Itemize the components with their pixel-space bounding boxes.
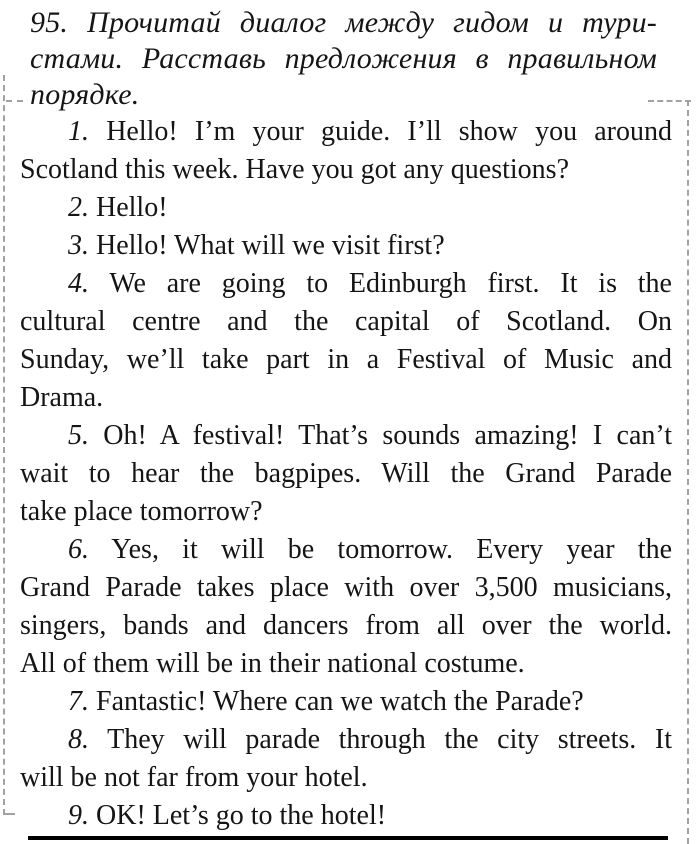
dialogue-line: [20, 797, 672, 835]
item-number: 2.: [68, 192, 89, 223]
item-number: 1.: [68, 116, 89, 147]
dialogue-line: [20, 417, 672, 455]
dialogue-line: Drama.: [20, 382, 104, 413]
dialogue-item: [20, 265, 672, 417]
dialogue-line: [20, 265, 672, 303]
item-number: 7.: [68, 686, 89, 717]
dialogue-line: singers, bands and dancers from all over the world.: [20, 610, 672, 641]
dialogue-line: [20, 189, 672, 227]
dialogue-line: take place tomorrow?: [20, 496, 263, 527]
dashed-border-top-right: [648, 100, 691, 102]
item-number: 8.: [68, 724, 89, 755]
dialogue-line: wait to hear the bagpipes. Will the Grand Parade: [20, 458, 672, 489]
item-text: Oh! A festival! That’s sounds amazing! I can’t: [103, 420, 672, 451]
dialogue-line: [20, 721, 672, 759]
dashed-border-left: [3, 75, 5, 815]
item-text: Fantastic! Where can we watch the Parade?: [96, 686, 584, 717]
dialogue-line: Sunday, we’ll take part in a Festival of Music and: [20, 344, 672, 375]
dialogue-item: [20, 531, 672, 683]
dialogue-item: [20, 721, 672, 797]
item-text: They will parade through the city streets. It: [107, 724, 672, 755]
item-number: 5.: [68, 420, 89, 451]
item-text: Hello! I’m your guide. I’ll show you around: [106, 116, 672, 147]
dialogue-line: will be not far from your hotel.: [20, 762, 368, 793]
item-number: 6.: [68, 534, 89, 565]
dashed-border-right: [687, 100, 689, 844]
dialogue: [20, 113, 672, 835]
instruction-line: порядке.: [30, 78, 140, 111]
dashed-border-bottom-left-foot: [3, 813, 15, 815]
dialogue-item: [20, 417, 672, 531]
dialogue-line: [20, 531, 672, 569]
dialogue-line: All of them will be in their national costume.: [20, 648, 525, 679]
item-text: Yes, it will be tomorrow. Every year the: [111, 534, 672, 565]
page-bottom-rule: [28, 836, 668, 840]
instruction-line: стами. Расставь предложения в правильном: [30, 42, 657, 75]
dashed-border-top-left-stub: [6, 100, 23, 102]
dialogue-line: [20, 113, 672, 151]
dialogue-line: cultural centre and the capital of Scotland. On: [20, 306, 672, 337]
item-number: 3.: [68, 230, 89, 261]
dialogue-line: [20, 227, 672, 265]
item-text: We are going to Edinburgh first. It is the: [109, 268, 672, 299]
item-text: Hello! What will we visit first?: [96, 230, 445, 261]
dialogue-line: Grand Parade takes place with over 3,500 musicians,: [20, 572, 672, 603]
dialogue-item: [20, 797, 672, 835]
dialogue-item: [20, 227, 672, 265]
dialogue-item: [20, 113, 672, 189]
item-text: Hello!: [96, 192, 168, 223]
dialogue-item: [20, 683, 672, 721]
dialogue-line: Scotland this week. Have you got any questions?: [20, 154, 570, 185]
item-number: 9.: [68, 800, 89, 831]
dialogue-item: [20, 189, 672, 227]
instruction-line: 95. Прочитай диалог между гидом и тури-: [30, 6, 657, 39]
item-text: OK! Let’s go to the hotel!: [96, 800, 387, 831]
dialogue-line: [20, 683, 672, 721]
exercise-instruction: [30, 5, 657, 113]
item-number: 4.: [68, 268, 89, 299]
